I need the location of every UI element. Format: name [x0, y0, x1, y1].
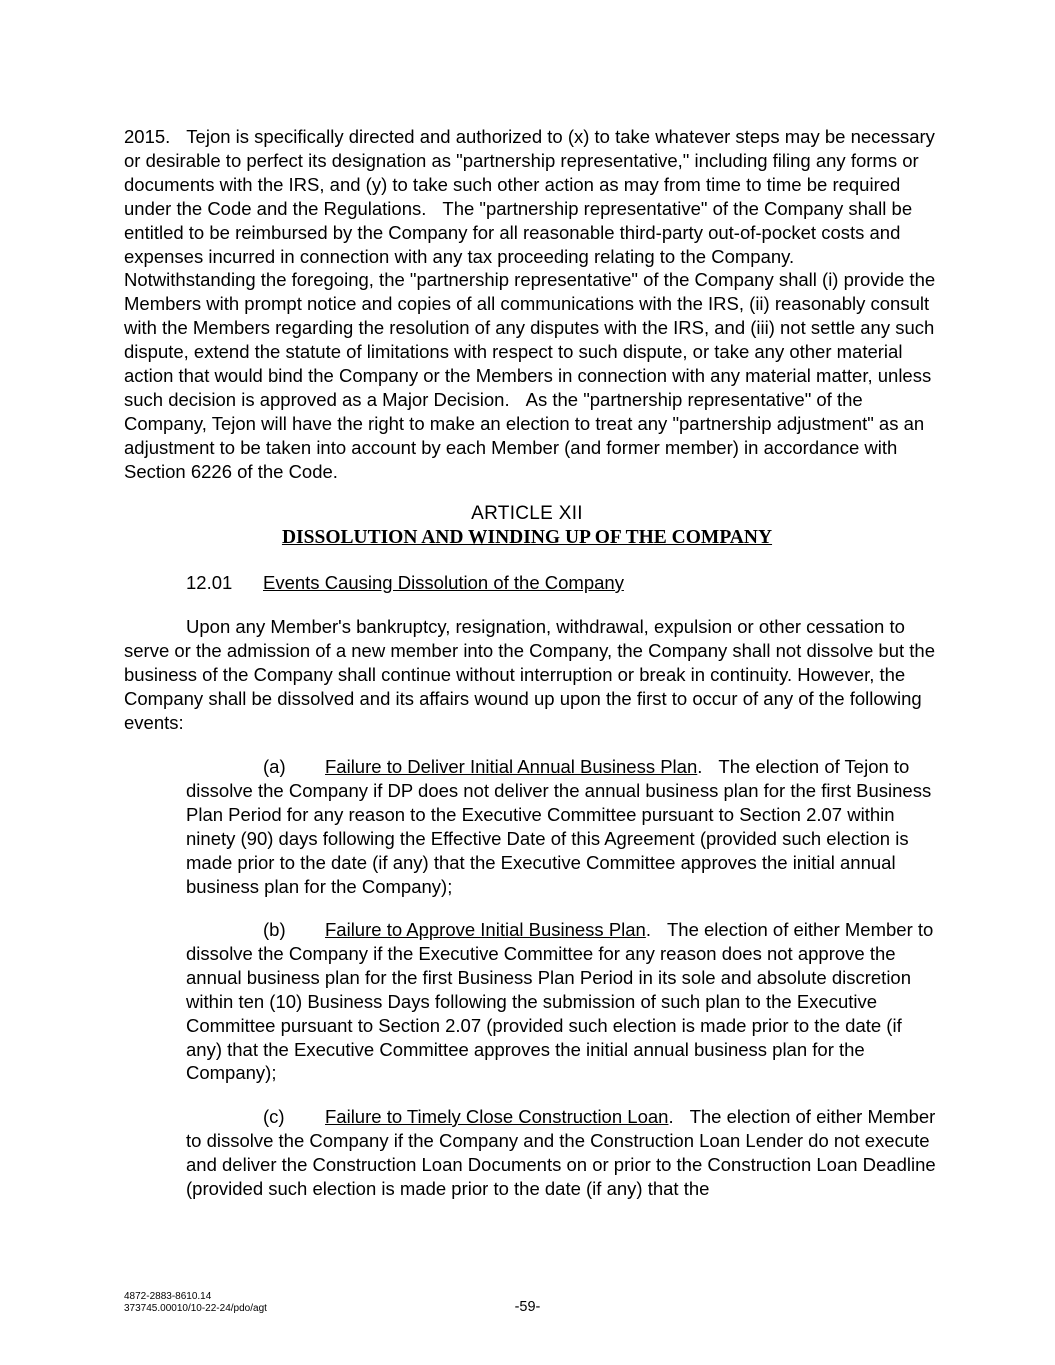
item-text: The election of Tejon to dissolve the Company if DP does not deliver the annual business plan for the first Business Plan Period for any reason to the Executive Committee pursuant to Section 2.07 within ninety (90) days following the Effective Date of this Agreement (provided such election is made prior to the date (if any) that the Executive Committee approves the initial annual business plan for the Company); [186, 756, 932, 897]
paragraph-partnership-representative [124, 125, 936, 484]
item-title: Failure to Timely Close Construction Loan [325, 1106, 669, 1127]
section-number: 12.01 [186, 572, 233, 593]
doc-id-line1: 4872-2883-8610.14 [124, 1291, 212, 1302]
paragraph-dissolution-events: Upon any Member's bankruptcy, resignation, withdrawal, expulsion or other cessation to serve or the admission of a new member into the Company, the Company shall not dissolve but the business of the Company shall continue without interruption or break in continuity. However, the Company shall be dissolved and its affairs wound up upon the first to occur of any of the following events: [124, 616, 935, 733]
item-label: (a) [263, 756, 286, 777]
section-title: Events Causing Dissolution of the Company [263, 572, 624, 593]
article-heading [124, 502, 930, 550]
paragraph-top-part5: As the "partnership representative" of the Company, Tejon will have the right to make an election to treat any "partnership adjustment" as an adjustment to be taken into account by each Member (and former member) in accordance with Section 6226 of the Code. [124, 388, 925, 482]
paragraph-top-part1: 2015. [124, 126, 171, 147]
section-heading [186, 571, 624, 595]
item-label: (b) [263, 919, 286, 940]
page-number: -59- [514, 1299, 541, 1315]
paragraph-top-part4: Notwithstanding the foregoing, the "partnership representative" of the Company shall (i) provide the Members with prompt notice and copies of all communications with the IRS, (ii) reasonably consult with the Members regarding the resolution of any disputes with the IRS, and (iii) not settle any such dispute, extend the statute of limitations with respect to such dispute, or take any other material action that would bind the Company or the Members in connection with any material matter, unless such decision is approved as a Major Decision. [124, 269, 936, 410]
item-title: Failure to Deliver Initial Annual Business Plan [325, 756, 698, 777]
list-item-c: (c) Failure to Timely Close Construction Loan. The election of either Member to dissolve the Company if the Company and the Construction Loan Lender do not execute and deliver the Construction Loan Documents on or prior to the Construction Loan Deadline (provided such election is made prior to the date (if any) that the [186, 1106, 936, 1199]
list-item-a: (a) Failure to Deliver Initial Annual Business Plan. The election of Tejon to dissolve the Company if DP does not deliver the annual business plan for the first Business Plan Period for any reason to the Executive Committee pursuant to Section 2.07 within ninety (90) days following the Effective Date of this Agreement (provided such election is made prior to the date (if any) that the Executive Committee approves the initial annual business plan for the Company); [186, 756, 932, 897]
article-number: ARTICLE XII [471, 503, 583, 524]
item-title: Failure to Approve Initial Business Plan [325, 919, 646, 940]
paragraph-top-part3: The "partnership representative" of the Company shall be entitled to be reimbursed by the Company for all reasonable third-party out-of-pocket costs and expenses incurred in connection with any tax proceeding relating to the Company. [124, 197, 913, 267]
paragraph-top-part2: Tejon is specifically directed and authorized to (x) to take whatever steps may be necessary or desirable to perfect its designation as "partnership representative," including filing any forms or documents with the IRS, and (y) to take such other action as may from time to time be required under the Code and the Regulations. [124, 126, 935, 219]
list-item-b: (b) Failure to Approve Initial Business Plan. The election of either Member to dissolve the Company if the Executive Committee for any reason does not approve the annual business plan for the first Business Plan Period in its sole and absolute discretion within ten (10) Business Days following the submission of such plan to the Executive Committee pursuant to Section 2.07 (provided such election is made prior to the date (if any) that the Executive Committee approves the initial annual business plan for the Company); [186, 919, 934, 1084]
item-label: (c) [263, 1106, 285, 1127]
doc-id-line2: 373745.00010/10-22-24/pdo/agt [124, 1303, 267, 1314]
item-text: The election of either Member to dissolve the Company if the Executive Committee for any reason does not approve the annual business plan for the first Business Plan Period in its sole and absolute discretion within ten (10) Business Days following the submission of such plan to the Executive Committee pursuant to Section 2.07 (provided such election is made prior to the date (if any) that the Executive Committee approves the initial annual business plan for the Company); [186, 919, 934, 1084]
article-title: DISSOLUTION AND WINDING UP OF THE COMPANY [281, 527, 773, 548]
item-text: The election of either Member to dissolve the Company if the Company and the Construction Loan Lender do not execute and deliver the Construction Loan Documents on or prior to the Construction Loan Deadline (provided such election is made prior to the date (if any) that the [186, 1106, 936, 1199]
